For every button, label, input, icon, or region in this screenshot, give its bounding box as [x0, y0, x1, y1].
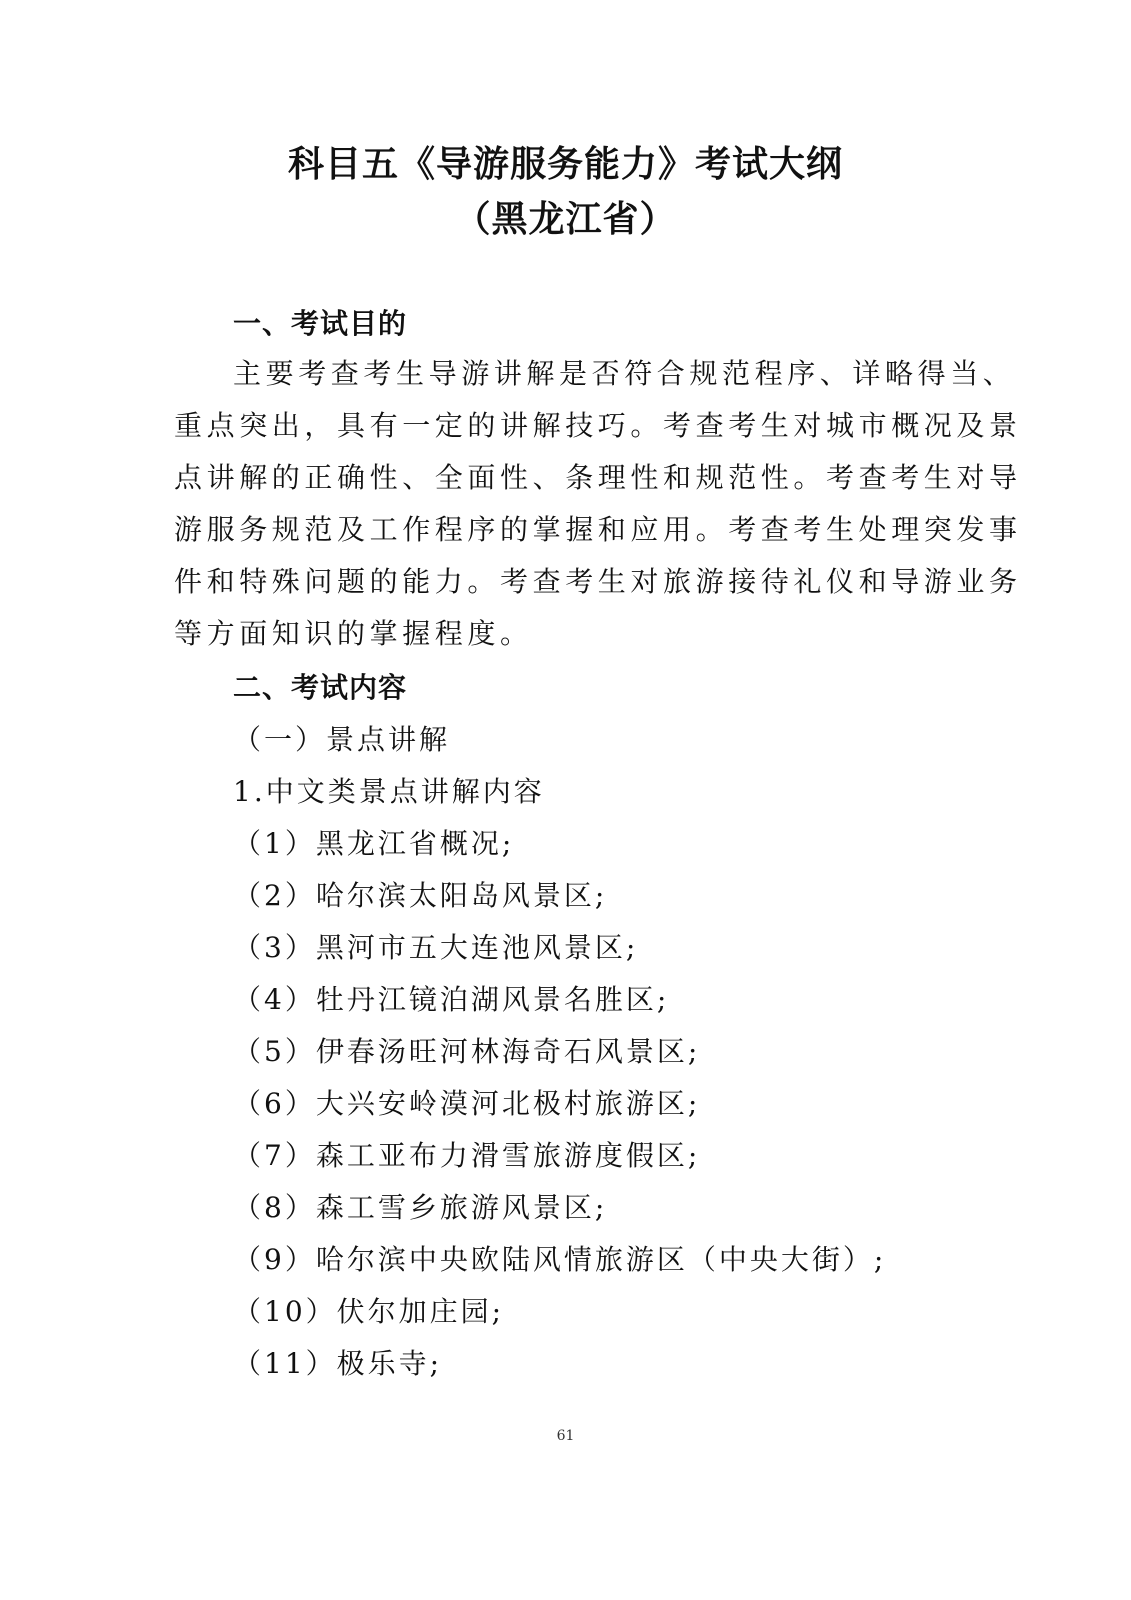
section-paragraph-purpose [174, 348, 1022, 660]
list-item: （6）大兴安岭漠河北极村旅游区; [233, 1087, 701, 1120]
paragraph-line: 等方面知识的掌握程度。 [174, 617, 533, 650]
page-number: 61 [556, 1428, 575, 1444]
list-item: （4）牡丹江镜泊湖风景名胜区; [233, 983, 670, 1016]
list-item: （8）森工雪乡旅游风景区; [233, 1191, 608, 1224]
section-heading-purpose: 一、考试目的 [233, 307, 408, 340]
section-heading-content: 二、考试内容 [233, 671, 408, 704]
list-item: （1）黑龙江省概况; [233, 827, 515, 860]
list-item: （2）哈尔滨太阳岛风景区; [233, 879, 608, 912]
paragraph-line: 点讲解的正确性、全面性、条理性和规范性。考查考生对导 [174, 461, 1022, 494]
list-item: （7）森工亚布力滑雪旅游度假区; [233, 1139, 701, 1172]
list-item: （3）黑河市五大连池风景区; [233, 931, 639, 964]
paragraph-line: 件和特殊问题的能力。考查考生对旅游接待礼仪和导游业务 [174, 565, 1022, 598]
paragraph-line: 游服务规范及工作程序的掌握和应用。考查考生处理突发事 [174, 513, 1022, 546]
paragraph-line: 主要考查考生导游讲解是否符合规范程序、详略得当、 [233, 357, 1016, 390]
list-item: （5）伊春汤旺河林海奇石风景区; [233, 1035, 701, 1068]
subsection-item-heading: 1.中文类景点讲解内容 [233, 775, 545, 808]
paragraph-line: 重点突出，具有一定的讲解技巧。考查考生对城市概况及景 [174, 409, 1022, 442]
document-title: 科目五《导游服务能力》考试大纲 [287, 144, 843, 185]
list-item: （10）伏尔加庄园; [233, 1295, 505, 1328]
subsection-heading: （一）景点讲解 [233, 723, 451, 756]
document-subtitle: （黑龙江省） [454, 199, 677, 240]
list-item: （9）哈尔滨中央欧陆风情旅游区（中央大街）; [233, 1243, 887, 1276]
list-item: （11）极乐寺; [233, 1347, 443, 1380]
